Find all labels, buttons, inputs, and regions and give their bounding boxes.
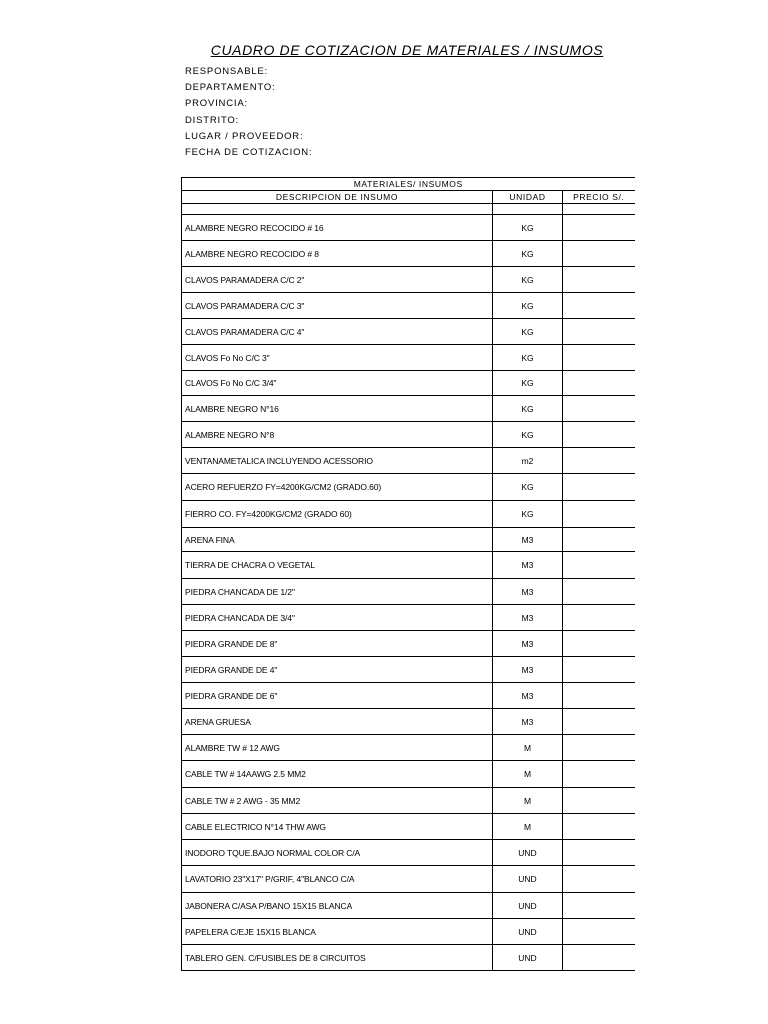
table-row — [182, 788, 635, 814]
table-row — [182, 345, 635, 371]
row-price — [563, 788, 635, 814]
table-row — [182, 371, 635, 396]
row-price — [563, 945, 635, 971]
row-unit: M3 — [493, 709, 563, 735]
row-unit: M — [493, 761, 563, 788]
field-label: LUGAR / PROVEEDOR: — [185, 130, 304, 142]
field-label: RESPONSABLE: — [185, 66, 268, 77]
row-price — [563, 293, 635, 319]
row-price — [563, 735, 635, 761]
row-price — [563, 814, 635, 840]
row-unit: KG — [493, 396, 563, 422]
row-description: INODORO TQUE.BAJO NORMAL COLOR C/A — [182, 840, 493, 866]
row-price — [563, 866, 635, 893]
table-row — [182, 293, 635, 319]
column-header-description: DESCRIPCION DE INSUMO — [182, 191, 493, 204]
table-row — [182, 945, 635, 971]
row-unit: M3 — [493, 631, 563, 657]
column-header-unit: UNIDAD — [493, 191, 563, 204]
field-label: FECHA DE COTIZACION: — [185, 146, 313, 158]
field-label: DEPARTAMENTO: — [185, 82, 276, 94]
row-description: TABLERO GEN. C/FUSIBLES DE 8 CIRCUITOS — [182, 945, 493, 971]
table-row — [182, 657, 635, 683]
row-unit: M3 — [493, 528, 563, 552]
row-price — [563, 919, 635, 945]
row-description: CABLE TW # 2 AWG - 35 MM2 — [182, 788, 493, 814]
row-unit: KG — [493, 267, 563, 293]
row-description: CABLE ELECTRICO N°14 THW AWG — [182, 814, 493, 840]
row-price — [563, 528, 635, 552]
spacer-row — [182, 204, 635, 215]
row-description: CABLE TW # 14AAWG 2.5 MM2 — [182, 761, 493, 788]
table-row — [182, 448, 635, 474]
table-row — [182, 528, 635, 552]
row-unit: M3 — [493, 683, 563, 709]
table-row — [182, 631, 635, 657]
row-price — [563, 579, 635, 605]
row-unit: M3 — [493, 605, 563, 631]
row-price — [563, 605, 635, 631]
row-price — [563, 474, 635, 501]
row-description: PIEDRA CHANCADA DE 1/2" — [182, 579, 493, 605]
row-unit: UND — [493, 866, 563, 893]
table-row — [182, 735, 635, 761]
row-description: PIEDRA GRANDE DE 8" — [182, 631, 493, 657]
row-price — [563, 448, 635, 474]
row-unit: KG — [493, 474, 563, 501]
row-unit: M — [493, 735, 563, 761]
row-description: ACERO REFUERZO FY=4200KG/CM2 (GRADO.60) — [182, 474, 493, 501]
row-description: PIEDRA GRANDE DE 6" — [182, 683, 493, 709]
row-description: ALAMBRE NEGRO N°8 — [182, 422, 493, 448]
field-label: DISTRITO: — [185, 114, 239, 126]
row-description: CLAVOS Fo No C/C 3/4" — [182, 371, 493, 396]
row-description: PAPELERA C/EJE 15X15 BLANCA — [182, 919, 493, 945]
row-description: LAVATORIO 23"X17" P/GRIF, 4"BLANCO C/A — [182, 866, 493, 893]
row-unit: M3 — [493, 552, 563, 579]
row-description: CLAVOS PARAMADERA C/C 3" — [182, 293, 493, 319]
row-price — [563, 709, 635, 735]
table-row — [182, 840, 635, 866]
row-description: TIERRA DE CHACRA O VEGETAL — [182, 552, 493, 579]
table-row — [182, 893, 635, 919]
table-row — [182, 919, 635, 945]
page-title: CUADRO DE COTIZACION DE MATERIALES / INSUMOS — [210, 42, 604, 58]
row-description: PIEDRA CHANCADA DE 3/4" — [182, 605, 493, 631]
row-description: ARENA GRUESA — [182, 709, 493, 735]
row-unit: UND — [493, 945, 563, 971]
row-price — [563, 657, 635, 683]
row-unit: KG — [493, 319, 563, 345]
row-price — [563, 241, 635, 267]
row-price — [563, 371, 635, 396]
row-description: FIERRO CO. FY=4200KG/CM2 (GRADO 60) — [182, 501, 493, 528]
table-row — [182, 552, 635, 579]
column-header-price: PRECIO S/. — [563, 191, 635, 204]
table-row — [182, 501, 635, 528]
table-row — [182, 396, 635, 422]
row-description: VENTANAMETALICA INCLUYENDO ACESSORIO — [182, 448, 493, 474]
row-price — [563, 840, 635, 866]
table-row — [182, 474, 635, 501]
row-price — [563, 761, 635, 788]
row-unit: KG — [493, 501, 563, 528]
row-description: JABONERA C/ASA P/BANO 15X15 BLANCA — [182, 893, 493, 919]
row-description: CLAVOS PARAMADERA C/C 2" — [182, 267, 493, 293]
row-price — [563, 267, 635, 293]
table-row — [182, 761, 635, 788]
header-fields — [185, 64, 312, 161]
row-price — [563, 552, 635, 579]
row-unit: KG — [493, 241, 563, 267]
table-row — [182, 866, 635, 893]
row-unit: KG — [493, 293, 563, 319]
row-price — [563, 893, 635, 919]
table-row — [182, 241, 635, 267]
group-header: MATERIALES/ INSUMOS — [182, 178, 635, 191]
table-row — [182, 215, 635, 241]
row-description: ARENA FINA — [182, 528, 493, 552]
row-price — [563, 215, 635, 241]
row-description: CLAVOS Fo No C/C 3" — [182, 345, 493, 371]
row-price — [563, 345, 635, 371]
row-unit: M3 — [493, 657, 563, 683]
table-row — [182, 709, 635, 735]
table-row — [182, 683, 635, 709]
table-row — [182, 267, 635, 293]
row-price — [563, 501, 635, 528]
row-unit: UND — [493, 919, 563, 945]
row-unit: UND — [493, 840, 563, 866]
row-price — [563, 319, 635, 345]
row-price — [563, 683, 635, 709]
row-price — [563, 422, 635, 448]
row-unit: M — [493, 788, 563, 814]
table-row — [182, 605, 635, 631]
table-row — [182, 319, 635, 345]
row-unit: KG — [493, 215, 563, 241]
row-unit: m2 — [493, 448, 563, 474]
field-label: PROVINCIA: — [185, 98, 248, 110]
table-row — [182, 579, 635, 605]
row-unit: KG — [493, 345, 563, 371]
row-description: ALAMBRE NEGRO RECOCIDO # 16 — [182, 215, 493, 241]
row-unit: KG — [493, 422, 563, 448]
table-row — [182, 814, 635, 840]
table-row — [182, 422, 635, 448]
row-description: PIEDRA GRANDE DE 4" — [182, 657, 493, 683]
row-description: ALAMBRE TW # 12 AWG — [182, 735, 493, 761]
row-unit: KG — [493, 371, 563, 396]
row-unit: UND — [493, 893, 563, 919]
row-description: ALAMBRE NEGRO RECOCIDO # 8 — [182, 241, 493, 267]
row-price — [563, 396, 635, 422]
quote-table — [181, 177, 635, 971]
row-unit: M3 — [493, 579, 563, 605]
row-unit: M — [493, 814, 563, 840]
row-description: ALAMBRE NEGRO N°16 — [182, 396, 493, 422]
row-description: CLAVOS PARAMADERA C/C 4" — [182, 319, 493, 345]
row-price — [563, 631, 635, 657]
